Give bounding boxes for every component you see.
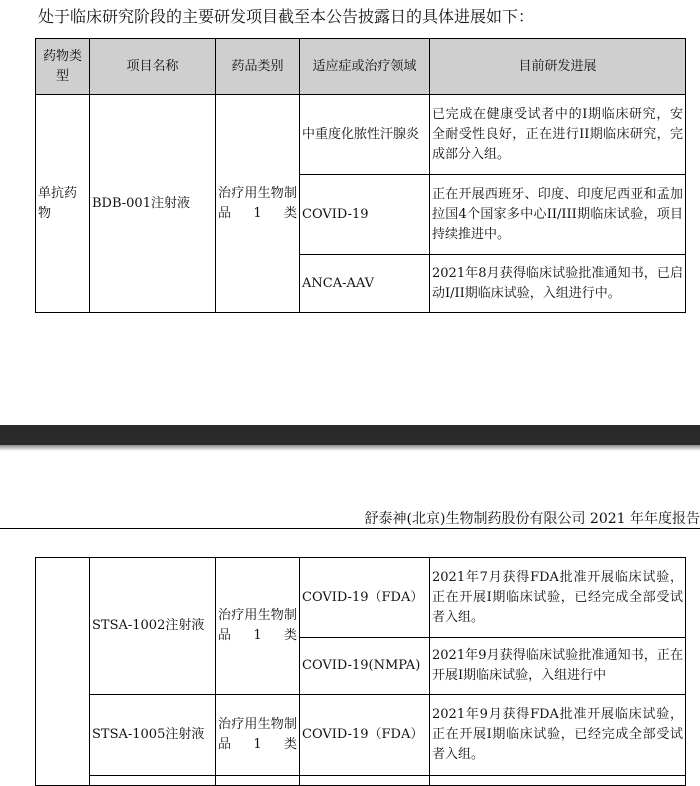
table-row [36,95,686,175]
progress-cell: 2021年9月获得临床试验批准通知书，正在开展I期临床试验，入组进行中 [430,638,686,695]
intro-text: 处于临床研究阶段的主要研发项目截至本公告披露日的具体进展如下： [38,7,535,26]
pipeline-table-1 [35,38,686,313]
indication-cell: COVID-19（FDA） [300,558,430,638]
table-row [36,558,686,638]
progress-cell: 2021年7月获得FDA批准开展临床试验，正在开展I期临床试验，已经完成全部受试者入组。 [430,558,686,638]
page-gap-divider [0,425,700,445]
empty-cell [300,776,430,786]
header-indication: 适应症或治疗领域 [300,39,430,95]
table-header-row [36,39,686,95]
empty-cell [90,776,216,786]
category-cell: 治疗用生物制品1类 [216,695,300,776]
indication-cell: COVID-19 [300,175,430,255]
progress-cell: 正在开展西班牙、印度、印度尼西亚和孟加拉国4个国家多中心II/III期临床试验，项目持续推进中。 [430,175,686,255]
empty-cell [430,776,686,786]
empty-cell [216,776,300,786]
page-gap-shadow [0,445,700,451]
progress-cell: 2021年9月获得FDA批准开展临床试验，正在开展I期临床试验，已经完成全部受试者入组。 [430,695,686,776]
pipeline-table-2 [35,557,686,786]
drug-type-cell: 单抗药物 [36,95,90,313]
header-progress: 目前研发进展 [430,39,686,95]
category-cell: 治疗用生物制品1类 [216,558,300,695]
indication-cell: COVID-19（FDA） [300,695,430,776]
table-row-partial [36,776,686,786]
indication-cell: COVID-19(NMPA) [300,638,430,695]
project-name-cell: STSA-1005注射液 [90,695,216,776]
drug-type-cell-continued [36,558,90,786]
header-project-name: 项目名称 [90,39,216,95]
table-row [36,695,686,776]
project-name-cell: BDB-001注射液 [90,95,216,313]
category-cell: 治疗用生物制品1类 [216,95,300,313]
indication-cell: ANCA-AAV [300,255,430,313]
project-name-cell: STSA-1002注射液 [90,558,216,695]
header-category: 药品类别 [216,39,300,95]
header-drug-type: 药物类型 [36,39,90,95]
indication-cell: 中重度化脓性汗腺炎 [300,95,430,175]
progress-cell: 2021年8月获得临床试验批准通知书，已启动I/II期临床试验，入组进行中。 [430,255,686,313]
progress-cell: 已完成在健康受试者中的I期临床研究，安全耐受性良好，正在进行II期临床研究，完成部分入组。 [430,95,686,175]
running-header: 舒泰神(北京)生物制药股份有限公司 2021 年年度报告 [364,511,700,527]
header-rule [0,528,700,529]
